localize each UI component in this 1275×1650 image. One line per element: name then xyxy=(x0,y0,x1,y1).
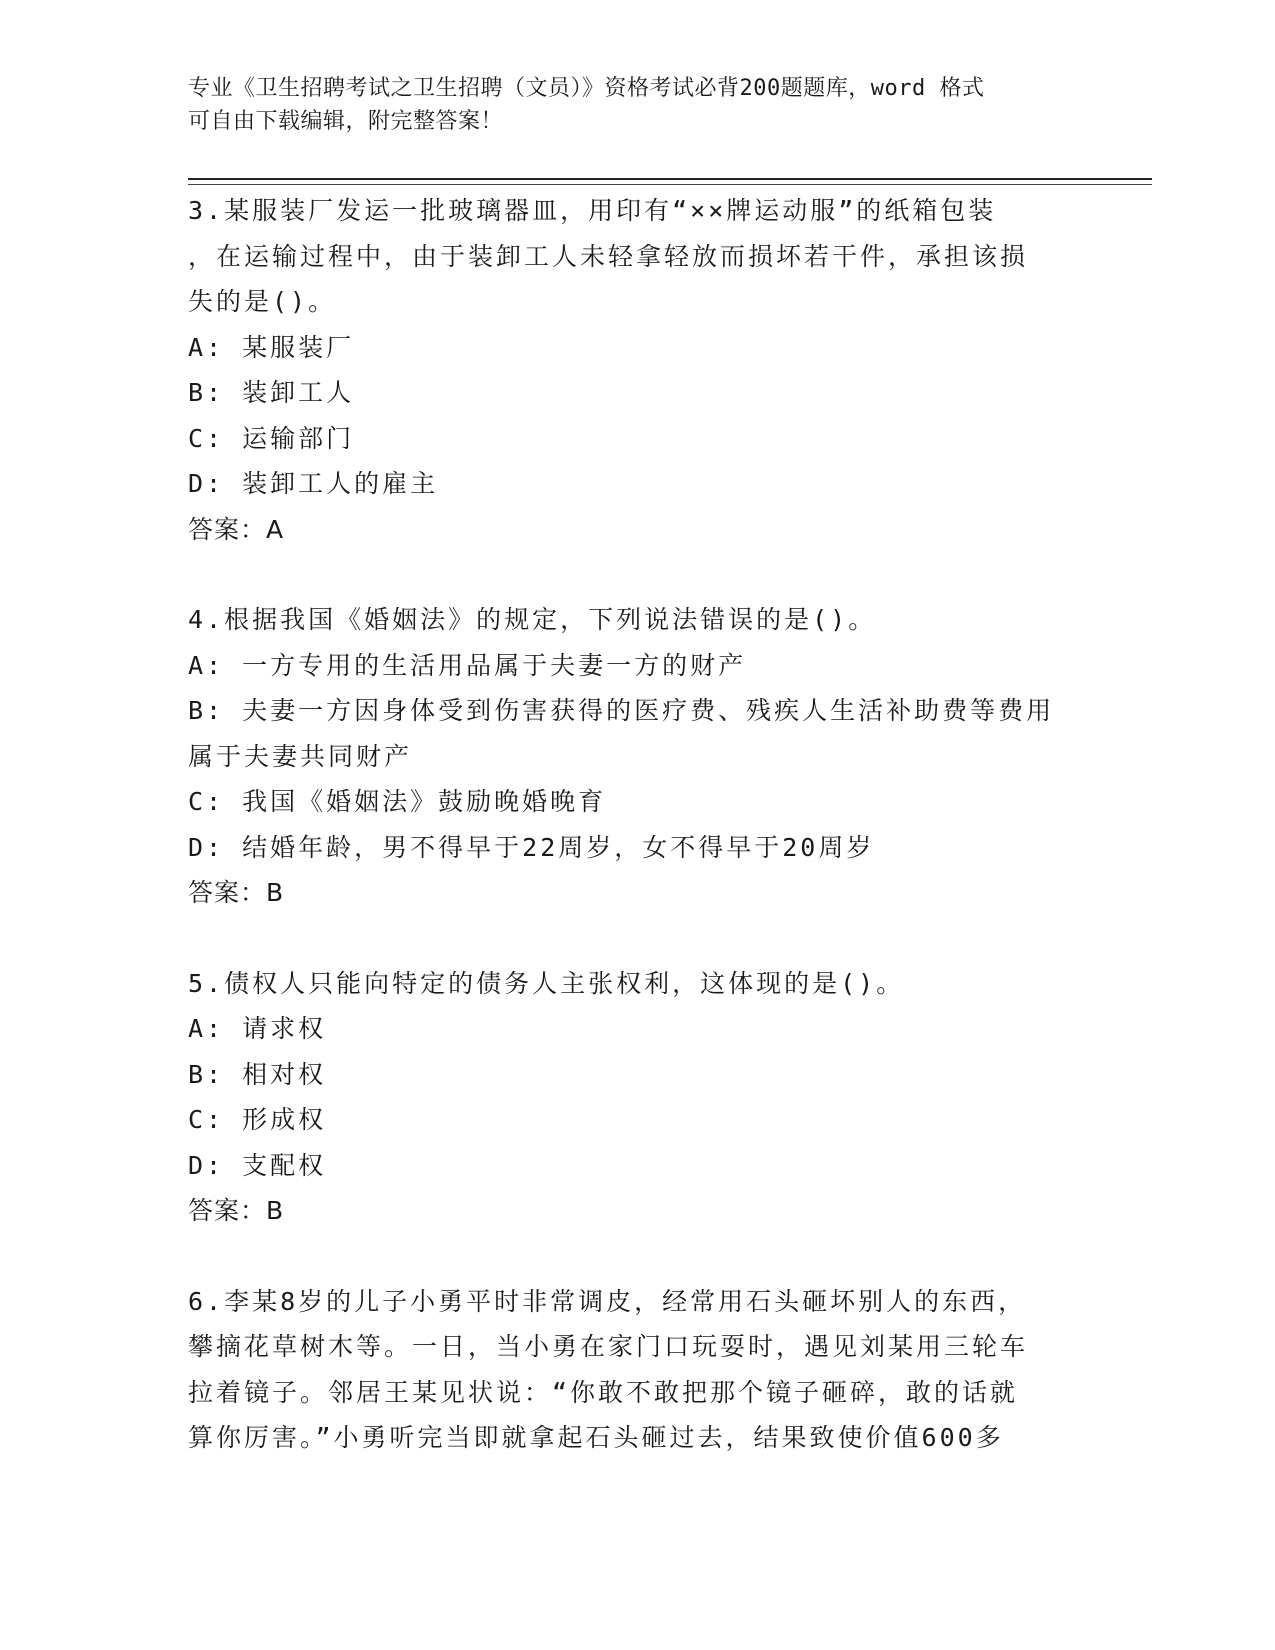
question-stem-line: 攀摘花草树木等。一日，当小勇在家门口玩耍时，遇见刘某用三轮车 xyxy=(188,1332,1029,1361)
question-list xyxy=(188,188,1088,1461)
option-d: D: 装卸工人的雇主 xyxy=(188,469,439,498)
header-divider-thin xyxy=(188,184,1152,185)
question-3 xyxy=(188,188,1088,552)
question-stem-line: 5.债权人只能向特定的债务人主张权利，这体现的是()。 xyxy=(188,968,905,998)
option-b-continued: 属于夫妻共同财产 xyxy=(188,741,413,771)
option-d: D: 结婚年龄，男不得早于22周岁，女不得早于20周岁 xyxy=(188,832,875,862)
option-a: A: 请求权 xyxy=(188,1014,327,1043)
question-spacer xyxy=(188,916,1088,961)
header-line-1: 专业《卫生招聘考试之卫生招聘（文员）》资格考试必背200题题库，word 格式 xyxy=(188,76,985,101)
question-6 xyxy=(188,1279,1088,1461)
question-stem-line: 拉着镜子。邻居王某见状说：“你敢不敢把那个镜子砸碎，敢的话就 xyxy=(188,1377,1019,1407)
option-a: A: 一方专用的生活用品属于夫妻一方的财产 xyxy=(188,650,747,680)
answer-label: 答案：A xyxy=(188,514,285,544)
question-stem-line: 算你厉害。”小勇听完当即就拿起石头砸过去，结果致使价值600多 xyxy=(188,1423,1004,1452)
question-stem-line: ，在运输过程中，由于装卸工人未轻拿轻放而损坏若干件，承担该损 xyxy=(188,241,1029,271)
question-stem-line: 失的是()。 xyxy=(188,287,337,316)
option-b: B: 装卸工人 xyxy=(188,378,355,407)
question-spacer xyxy=(188,552,1088,597)
option-b: B: 相对权 xyxy=(188,1059,327,1089)
question-5 xyxy=(188,961,1088,1234)
question-stem-line: 6.李某8岁的儿子小勇平时非常调皮，经常用石头砸坏别人的东西， xyxy=(188,1286,1027,1316)
option-c: C: 我国《婚姻法》鼓励晚婚晚育 xyxy=(188,787,607,816)
option-c: C: 形成权 xyxy=(188,1105,327,1134)
option-c: C: 运输部门 xyxy=(188,423,355,453)
header-divider-thick xyxy=(188,178,1152,180)
option-a: A: 某服装厂 xyxy=(188,332,355,362)
question-4 xyxy=(188,597,1088,916)
question-stem-line: 3.某服装厂发运一批玻璃器皿，用印有“××牌运动服”的纸箱包装 xyxy=(188,196,997,225)
option-d: D: 支配权 xyxy=(188,1150,327,1180)
header-line-2: 可自由下载编辑，附完整答案！ xyxy=(188,109,504,134)
question-stem-line: 4.根据我国《婚姻法》的规定，下列说法错误的是()。 xyxy=(188,605,877,634)
answer-label: 答案：B xyxy=(188,1196,285,1225)
option-b: B: 夫妻一方因身体受到伤害获得的医疗费、残疾人生活补助费等费用 xyxy=(188,696,1055,725)
question-spacer xyxy=(188,1234,1088,1279)
answer-label: 答案：B xyxy=(188,878,285,907)
document-header xyxy=(188,72,1068,138)
